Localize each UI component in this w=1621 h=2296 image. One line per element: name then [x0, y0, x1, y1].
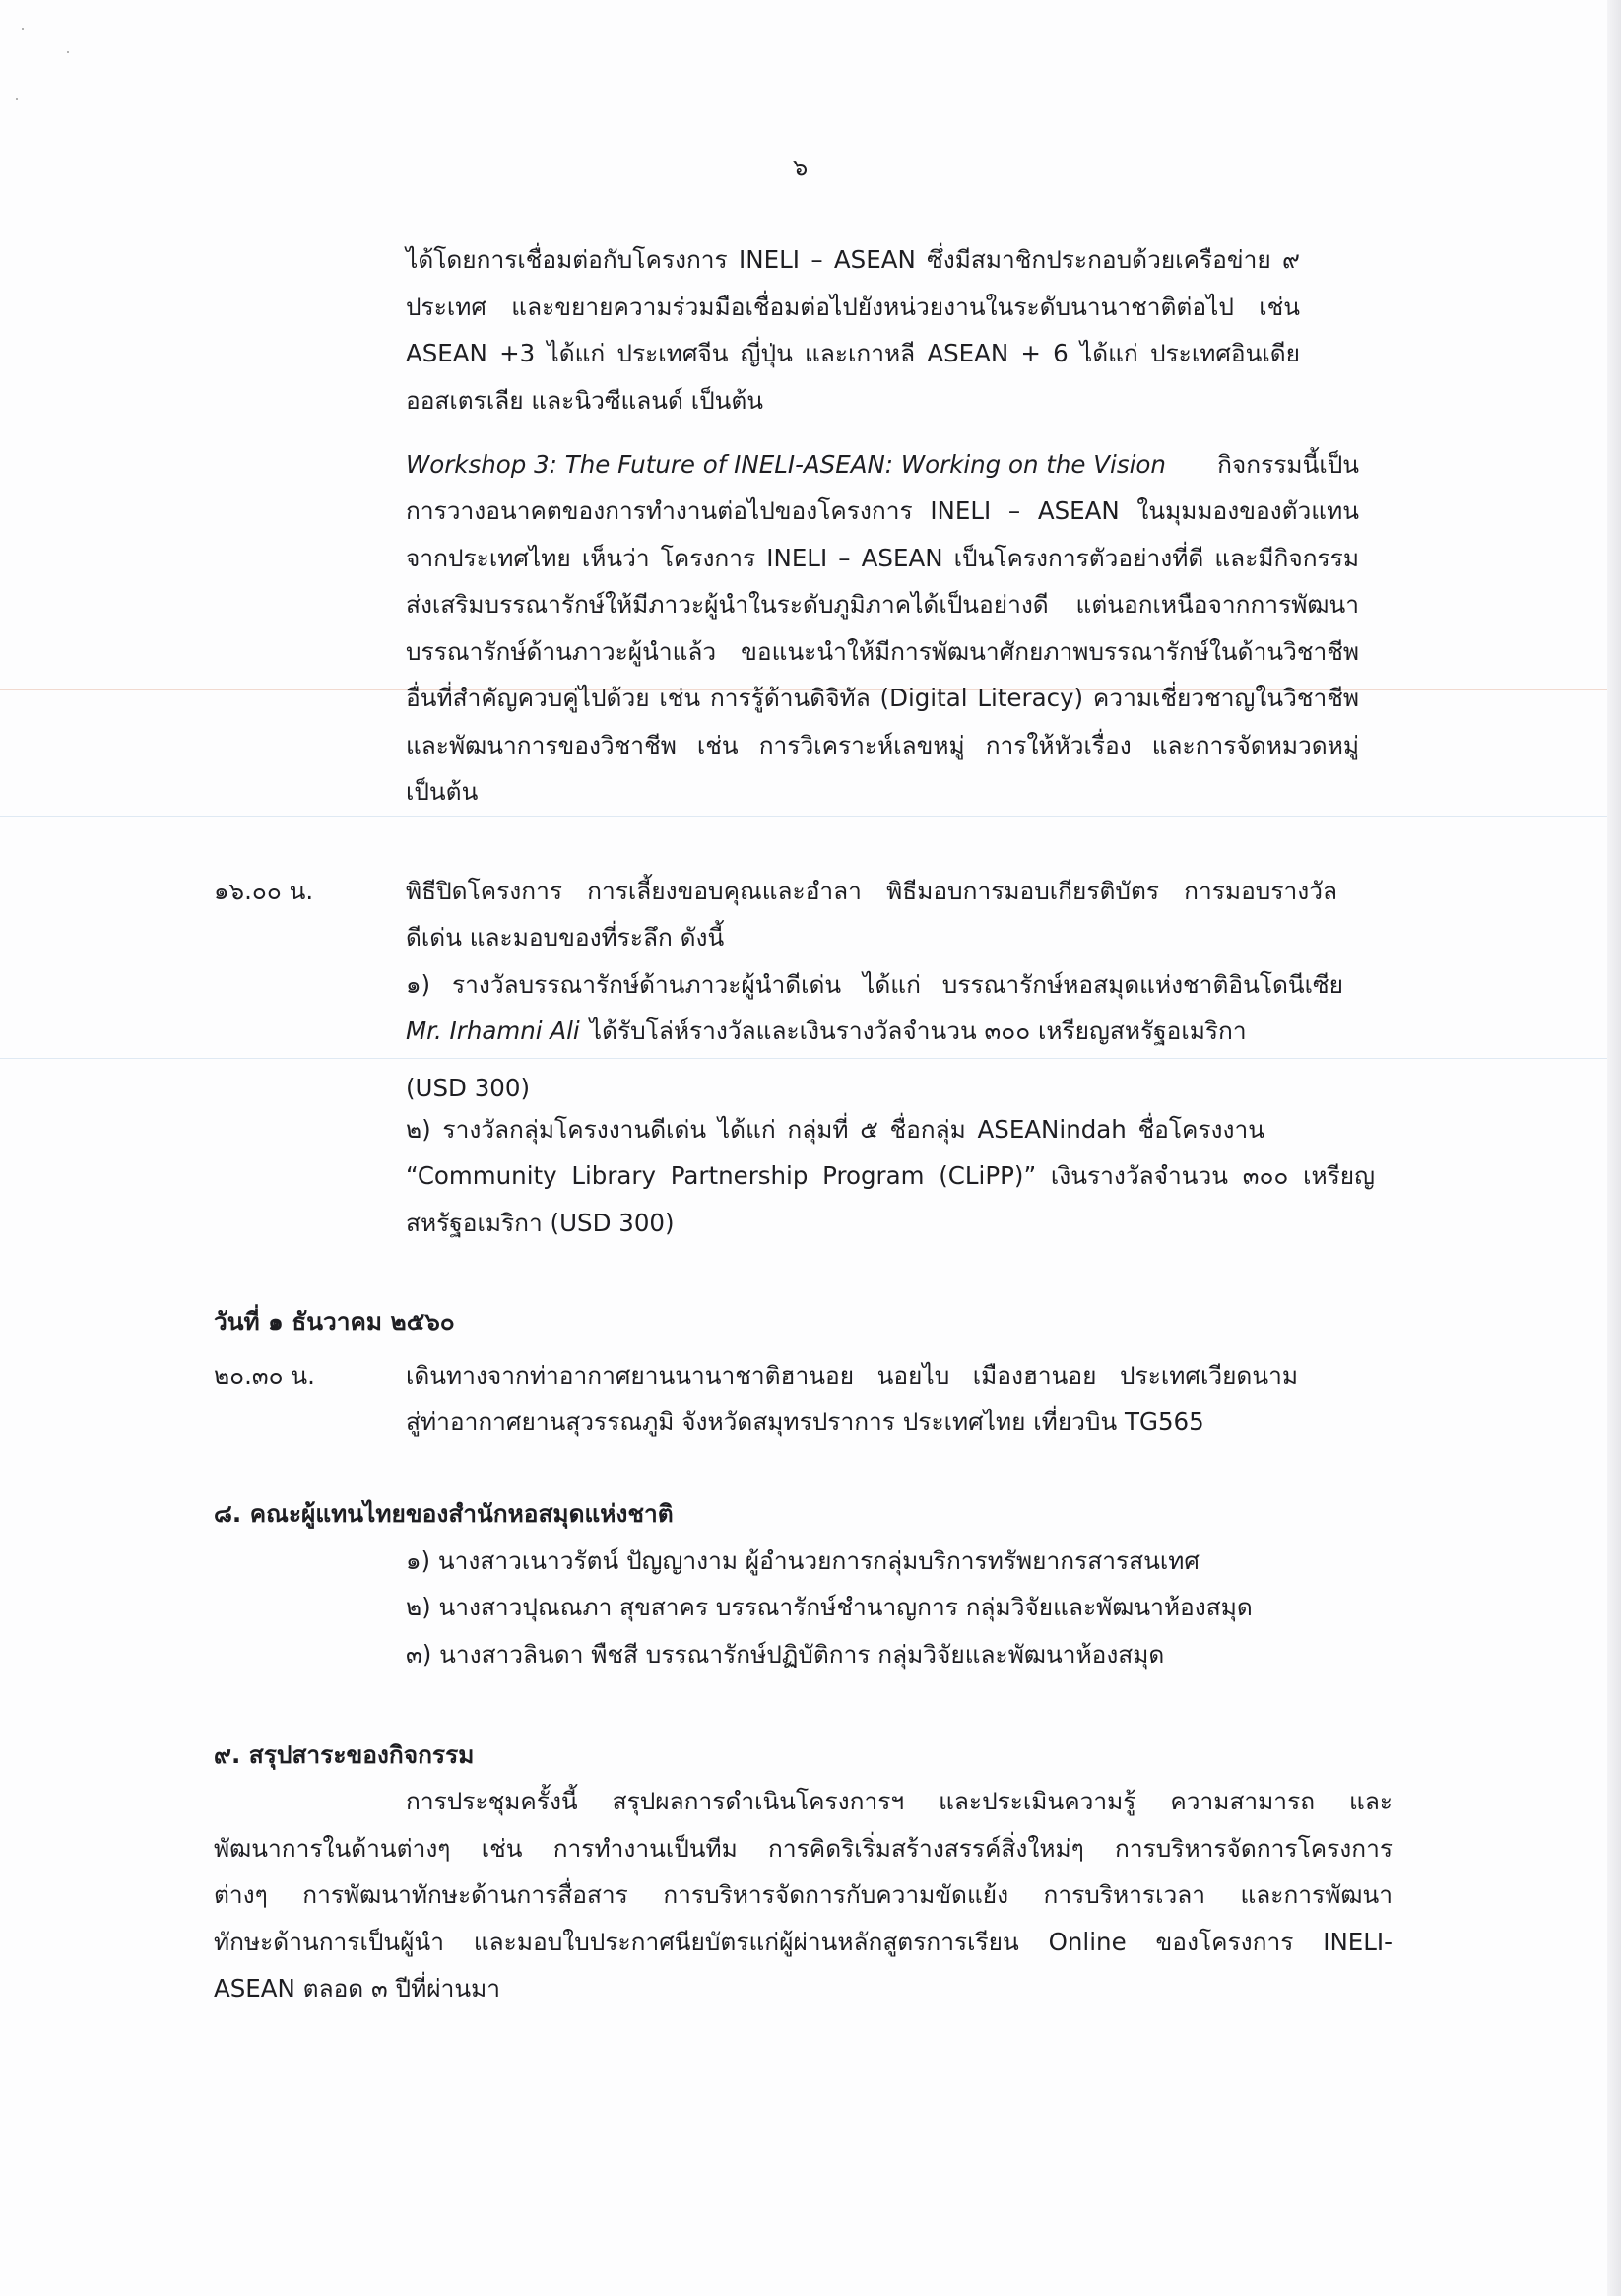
paragraph-line: ประเทศ และขยายความร่วมมือเชื่อมต่อไปยังหน่วยงานในระดับนานาชาติต่อไป เช่น — [406, 293, 1300, 321]
schedule-line: พิธีปิดโครงการ การเลี้ยงขอบคุณและอำลา พิธีมอบการมอบเกียรติบัตร การมอบรางวัล — [406, 877, 1337, 905]
paragraph-line: อื่นที่สำคัญควบคู่ไปด้วย เช่น การรู้ด้านดิจิทัล (Digital Literacy) ความเชี่ยวชาญในวิชาชีพ — [406, 684, 1359, 712]
schedule-time: ๑๖.๐๐ น. — [214, 877, 314, 905]
award1-details: ได้รับโล่ห์รางวัลและเงินรางวัลจำนวน ๓๐๐ เหรียญสหรัฐอเมริกา — [589, 1017, 1247, 1045]
schedule-time: ๒๐.๓๐ น. — [214, 1361, 315, 1390]
award-line: สหรัฐอเมริกา (USD 300) — [406, 1209, 675, 1237]
scan-speck — [16, 98, 18, 100]
paragraph-line: ASEAN +3 ได้แก่ ประเทศจีน ญี่ปุ่น และเกาหลี ASEAN + 6 ได้แก่ ประเทศอินเดีย — [406, 339, 1300, 367]
paragraph-line: และพัฒนาการของวิชาชีพ เช่น การวิเคราะห์เลขหมู่ การให้หัวเรื่อง และการจัดหมวดหมู่ — [406, 731, 1359, 759]
workshop3-title: Workshop 3: The Future of INELI-ASEAN: Working on the Vision — [406, 450, 1166, 479]
scan-artifact-line — [0, 816, 1607, 817]
paragraph-line: การประชุมครั้งนี้ สรุปผลการดำเนินโครงการฯ และประเมินความรู้ ความสามารถ และ — [406, 1787, 1393, 1815]
page-number: ๖ — [793, 154, 809, 181]
scan-artifact-line — [0, 1058, 1607, 1059]
paragraph-line: ออสเตรเลีย และนิวซีแลนด์ เป็นต้น — [406, 386, 764, 415]
paragraph-line: ASEAN ตลอด ๓ ปีที่ผ่านมา — [214, 1974, 501, 2002]
schedule-line: สู่ท่าอากาศยานสุวรรณภูมิ จังหวัดสมุทรปราการ ประเทศไทย เที่ยวบิน TG565 — [406, 1408, 1204, 1436]
delegate-item: ๒) นางสาวปุณณภา สุขสาคร บรรณารักษ์ชำนาญการ กลุ่มวิจัยและพัฒนาห้องสมุด — [406, 1593, 1253, 1621]
paragraph-line: จากประเทศไทย เห็นว่า โครงการ INELI – ASEAN เป็นโครงการตัวอย่างที่ดี และมีกิจกรรม — [406, 544, 1359, 572]
delegate-item: ๓) นางสาวลินดา พืชสี บรรณารักษ์ปฏิบัติการ กลุ่มวิจัยและพัฒนาห้องสมุด — [406, 1640, 1165, 1669]
section-heading: ๙. สรุปสาระของกิจกรรม — [214, 1740, 475, 1769]
schedule-line: เดินทางจากท่าอากาศยานนานาชาติฮานอย นอยไบ เมืองฮานอย ประเทศเวียดนาม — [406, 1361, 1298, 1390]
award1-recipient: Mr. Irhamni Ali — [406, 1017, 580, 1045]
award-line — [406, 1019, 1298, 1044]
date-heading: วันที่ ๑ ธันวาคม ๒๕๖๐ — [214, 1307, 455, 1336]
paragraph-line: ส่งเสริมบรรณารักษ์ให้มีภาวะผู้นำในระดับภูมิภาคได้เป็นอย่างดี แต่นอกเหนือจากการพัฒนา — [406, 590, 1359, 619]
scan-speck — [22, 28, 24, 30]
workshop3-title-rest: กิจกรรมนี้เป็น — [1217, 450, 1359, 479]
award-line: (USD 300) — [406, 1074, 531, 1102]
scan-edge-shadow — [1607, 0, 1621, 2296]
paragraph-line: ได้โดยการเชื่อมต่อกับโครงการ INELI – ASEAN ซึ่งมีสมาชิกประกอบด้วยเครือข่าย ๙ — [406, 245, 1300, 274]
scan-speck — [67, 51, 69, 53]
paragraph-line: ทักษะด้านการเป็นผู้นำ และมอบใบประกาศนียบัตรแก่ผู้ผ่านหลักสูตรการเรียน Online ของโครงการ INELI- — [214, 1928, 1393, 1956]
paragraph-line: พัฒนาการในด้านต่างๆ เช่น การทำงานเป็นทีม การคิดริเริ่มสร้างสรรค์สิ่งใหม่ๆ การบริหารจัดการโครงการ — [214, 1834, 1393, 1863]
section-heading: ๘. คณะผู้แทนไทยของสำนักหอสมุดแห่งชาติ — [214, 1499, 674, 1528]
delegate-item: ๑) นางสาวเนาวรัตน์ ปัญญางาม ผู้อำนวยการกลุ่มบริการทรัพยากรสารสนเทศ — [406, 1546, 1200, 1575]
paragraph-line: บรรณารักษ์ด้านภาวะผู้นำแล้ว ขอแนะนำให้มีการพัฒนาศักยภาพบรรณารักษ์ในด้านวิชาชีพ — [406, 637, 1359, 666]
paragraph-line: เป็นต้น — [406, 777, 479, 806]
award-line: ๒) รางวัลกลุ่มโครงงานดีเด่น ได้แก่ กลุ่มที่ ๕ ชื่อกลุ่ม ASEANindah ชื่อโครงงาน — [406, 1115, 1264, 1144]
award-line: ๑) รางวัลบรรณารักษ์ด้านภาวะผู้นำดีเด่น ได้แก่ บรรณารักษ์หอสมุดแห่งชาติอินโดนีเซีย — [406, 970, 1343, 999]
schedule-line: ดีเด่น และมอบของที่ระลึก ดังนี้ — [406, 923, 725, 951]
paragraph-line: การวางอนาคตของการทำงานต่อไปของโครงการ INELI – ASEAN ในมุมมองของตัวแทน — [406, 496, 1359, 525]
award-line: “Community Library Partnership Program (CLiPP)” เงินรางวัลจำนวน ๓๐๐ เหรียญ — [406, 1161, 1375, 1190]
workshop3-heading-line — [406, 450, 1359, 479]
paragraph-line: ต่างๆ การพัฒนาทักษะด้านการสื่อสาร การบริหารจัดการกับความขัดแย้ง การบริหารเวลา และการพัฒนา — [214, 1880, 1393, 1909]
